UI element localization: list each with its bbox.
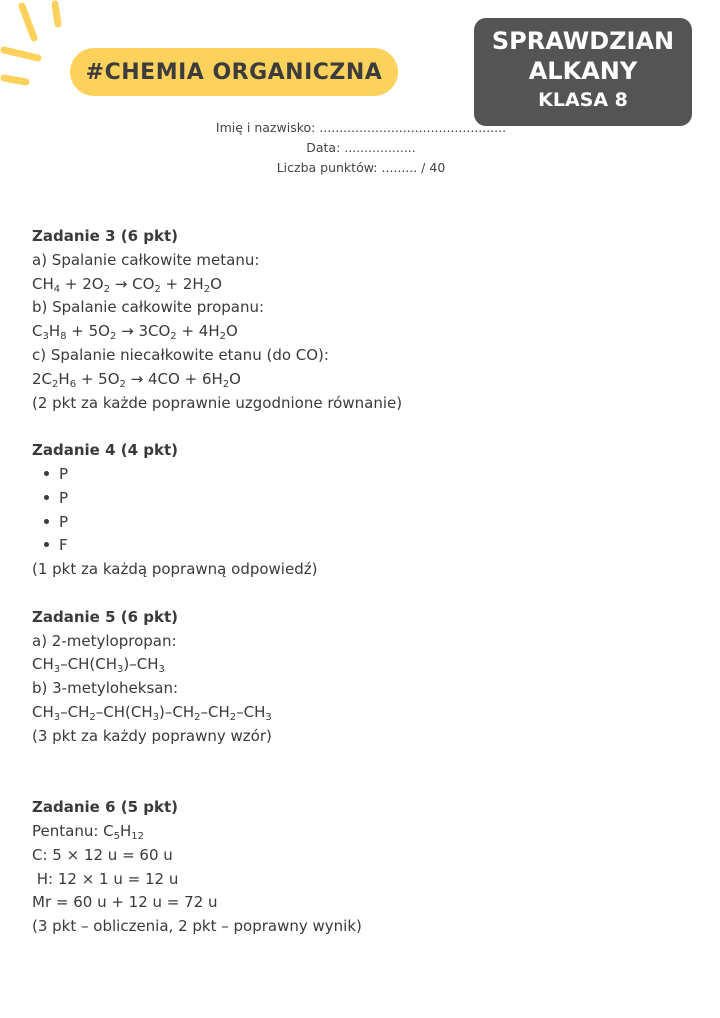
text-run: –CH	[200, 702, 230, 721]
badge-line-2: ALKANY	[528, 57, 638, 85]
task-3-title: Zadanie 3 (6 pkt)	[32, 227, 178, 245]
points-field: Liczba punktów: ......... / 40	[276, 160, 446, 175]
text-run: (2 pkt za każde poprawnie uzgodnione równanie)	[32, 393, 403, 412]
answer-bullet	[32, 511, 692, 535]
text-run: H	[58, 369, 70, 388]
text-run: (3 pkt – obliczenia, 2 pkt – poprawny wynik)	[32, 917, 362, 936]
subscript: 3	[158, 664, 165, 676]
text-run: a) 2-metylopropan:	[32, 631, 177, 650]
text-run: + 5O	[76, 369, 120, 388]
text-run: + 4H	[176, 322, 220, 341]
test-badge	[474, 18, 692, 126]
text-run: CH	[32, 702, 54, 721]
answer-bullet	[32, 463, 692, 487]
subscript: 3	[42, 331, 49, 343]
topic-banner	[70, 48, 398, 96]
subscript: 3	[53, 664, 61, 676]
answer-bullet	[32, 534, 692, 558]
student-info	[200, 118, 522, 178]
text-run: )–CH	[159, 702, 195, 721]
subscript: 2	[154, 283, 161, 295]
subscript: 3	[152, 711, 160, 723]
task-line	[32, 630, 692, 654]
text-run: O	[225, 322, 238, 341]
task-line	[32, 820, 692, 844]
text-run: –CH	[60, 702, 90, 721]
subscript: 5	[113, 830, 121, 842]
answer-key	[32, 225, 692, 939]
task-line	[32, 844, 692, 868]
name-field: Imię i nazwisko: ...............................................	[215, 120, 507, 135]
subscript: 2	[89, 711, 96, 723]
subscript: 6	[69, 378, 77, 390]
text-run: H: 12 × 1 u = 12 u	[32, 869, 179, 888]
text-run: –CH(CH	[95, 702, 153, 721]
text-run: → 4CO + 6H	[125, 369, 223, 388]
bullet-text: P	[59, 464, 69, 483]
text-run: C	[32, 322, 43, 341]
date-field: Data: ..................	[306, 140, 416, 155]
task-line	[32, 344, 692, 368]
text-run: Mr = 60 u + 12 u = 72 u	[32, 893, 218, 912]
subscript: 3	[53, 711, 61, 723]
topic-label: #CHEMIA ORGANICZNA	[85, 59, 383, 85]
text-run: b) 3-metyloheksan:	[32, 679, 179, 698]
text-run: CH	[32, 274, 54, 293]
subscript: 2	[170, 331, 177, 343]
answer-bullet	[32, 487, 692, 511]
task-5-title: Zadanie 5 (6 pkt)	[32, 607, 178, 626]
task-line	[32, 320, 692, 344]
subscript: 2	[103, 283, 110, 295]
text-run: (1 pkt za każdą poprawną odpowiedź)	[32, 560, 318, 579]
text-run: –CH(CH	[60, 655, 117, 674]
text-run: H	[120, 821, 132, 840]
text-run: –CH	[236, 702, 266, 721]
task-4-title: Zadanie 4 (4 pkt)	[32, 441, 178, 460]
text-run: C: 5 × 12 u = 60 u	[32, 845, 173, 864]
text-run: → 3CO	[116, 322, 171, 341]
subscript: 2	[119, 378, 126, 390]
bullet-dot	[44, 495, 49, 500]
text-run: + 2O	[60, 274, 104, 293]
task-line	[32, 915, 692, 939]
subscript: 3	[265, 711, 272, 723]
text-run: + 5O	[66, 322, 110, 341]
bullet-dot	[44, 542, 49, 547]
bullet-text: F	[59, 536, 68, 555]
subscript: 2	[109, 331, 117, 343]
subscript: 2	[203, 283, 211, 295]
task-line	[32, 891, 692, 915]
text-run: H	[48, 322, 61, 341]
subscript: 2	[52, 378, 59, 390]
task-line	[32, 868, 692, 892]
task-line	[32, 392, 692, 416]
subscript: 3	[117, 664, 124, 676]
subscript: 2	[194, 711, 201, 723]
badge-line-1: SPRAWDZIAN	[491, 27, 675, 55]
task-line	[32, 273, 692, 297]
text-run: a) Spalanie całkowite metanu:	[32, 250, 260, 269]
text-run: O	[210, 274, 222, 293]
text-run: c) Spalanie niecałkowite etanu (do CO):	[32, 345, 329, 364]
task-line	[32, 558, 692, 582]
task-line	[32, 368, 692, 392]
task-line	[32, 725, 692, 749]
bullet-text: P	[59, 512, 69, 531]
subscript: 2	[222, 378, 230, 390]
subscript: 2	[229, 711, 237, 723]
text-run: + 2H	[160, 274, 204, 293]
text-run: b) Spalanie całkowite propanu:	[32, 298, 265, 317]
bullet-dot	[44, 519, 49, 524]
task-line	[32, 249, 692, 273]
badge-line-3: KLASA 8	[538, 89, 628, 111]
text-run: )–CH	[123, 655, 159, 674]
text-run: Pentanu: C	[32, 821, 114, 840]
text-run: O	[229, 369, 241, 388]
text-run: → CO	[109, 274, 155, 293]
task-line	[32, 296, 692, 320]
text-run: 2C	[32, 369, 53, 388]
task-line	[32, 701, 692, 725]
subscript: 2	[219, 331, 226, 343]
sun-rays-decoration	[0, 0, 80, 100]
text-run: CH	[32, 655, 54, 674]
task-line	[32, 677, 692, 701]
subscript: 8	[60, 331, 67, 343]
text-run: (3 pkt za każdy poprawny wzór)	[32, 726, 272, 745]
bullet-text: P	[59, 488, 69, 507]
task-line	[32, 653, 692, 677]
subscript: 4	[53, 283, 61, 295]
subscript: 12	[131, 830, 145, 842]
bullet-dot	[44, 471, 49, 476]
task-6-title: Zadanie 6 (5 pkt)	[32, 798, 178, 817]
